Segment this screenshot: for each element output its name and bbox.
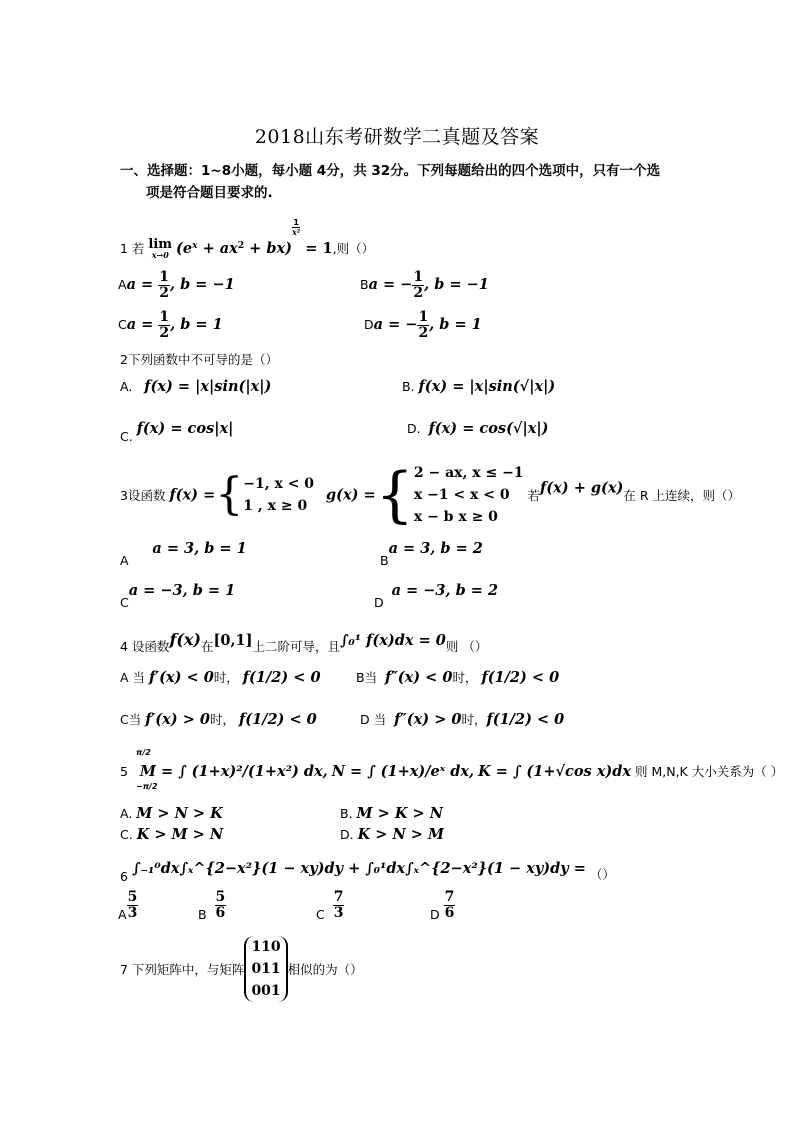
- q1-outer-exponent: $\frac{1}{\text{x²}}$: [291, 218, 301, 237]
- q5-option-d: D. K > N > M: [340, 826, 444, 843]
- q2-option-d: D. f(x) = cos(√|x|): [407, 420, 549, 437]
- q1-option-d: Da = − $\frac{1}{2}$ , b = 1: [364, 309, 482, 341]
- question-7-stem: 7 下列矩阵中，与矩阵 110 011 001 相似的为（）: [120, 936, 363, 1002]
- q1-prefix: 1 若: [120, 241, 145, 256]
- question-3-stem: 3设函数 f(x) ={ −1, x < 0 1 , x ≥ 0 g(x) ={ 2 − ax, x ≤ −1 x −1 < x < 0 x − b x ≥ 0 若f(x) + g(x)在 R 上连续，则（）: [120, 460, 741, 530]
- q1-option-c: Ca = $\frac{1}{2}$ , b = 1: [118, 309, 223, 341]
- q4-option-d: D 当 f″(x) > 0时，f(1/2) < 0: [360, 711, 565, 728]
- q5-option-b: B. M > K > N: [340, 805, 443, 822]
- q2-option-b: B. f(x) = |x|sin(√|x|): [402, 378, 556, 395]
- q6-option-d: D $\frac{7}{6}$: [430, 889, 455, 922]
- q1-limit: lim x→0: [148, 236, 173, 260]
- section-line-2: 项是符合题目要求的.: [146, 185, 273, 201]
- question-4-stem: 4 设函数f(x)在[0,1]上二阶可导，且∫₀¹ f(x)dx = 0则 （）: [120, 630, 488, 654]
- q4-option-b: B当 f″(x) < 0时， f(1/2) < 0: [356, 669, 560, 686]
- q3-g-cases: 2 − ax, x ≤ −1 x −1 < x < 0 x − b x ≥ 0: [413, 465, 524, 525]
- q1-option-a: Aa = $\frac{1}{2}$ , b = −1: [118, 269, 235, 301]
- q4-option-a: A 当 f′(x) < 0时， f(1/2) < 0: [120, 669, 321, 686]
- question-1-stem: 1 若 lim x→0 $(e^x + ax^2 + bx)$ $\frac{1}{\text{x²}}$ = 1,则（）: [120, 218, 375, 260]
- q5-option-c: C. K > M > N: [120, 826, 224, 843]
- q5-integral-upper-limit: π/2: [136, 748, 151, 757]
- q1-option-b: Ba = − $\frac{1}{2}$ , b = −1: [360, 269, 489, 301]
- question-6-stem: 6 ∫₋₁⁰dx∫ₓ^{2−x²}(1 − xy)dy + ∫₀¹dx∫ₓ^{2−x²}(1 − xy)dy = （）: [120, 860, 615, 884]
- q3-option-b: Ba = 3, b = 2: [380, 540, 483, 568]
- q2-option-a: A. f(x) = |x|sin(|x|): [120, 378, 272, 395]
- question-5-stem: 5 M = ∫ (1+x)²/(1+x²) dx, N = ∫ (1+x)/eˣ dx, K = ∫ (1+√cos x)dx 则 M,N,K 大小关系为（ ）: [120, 763, 784, 780]
- q6-option-c: C $\frac{7}{3}$: [316, 889, 344, 922]
- q3-option-d: D a = −3, b = 2: [374, 582, 499, 610]
- q6-option-a: A $\frac{5}{3}$: [118, 889, 138, 922]
- q6-option-b: B $\frac{5}{6}$: [198, 889, 226, 922]
- section-heading: [120, 160, 680, 204]
- q4-option-c: C当 f′(x) > 0时， f(1/2) < 0: [120, 711, 317, 728]
- question-2-stem: 2下列函数中不可导的是（）: [120, 352, 278, 367]
- q3-option-a: A a = 3, b = 1: [120, 540, 247, 568]
- section-line-1: 一、选择题：1~8小题，每小题 4分，共 32分。下列每题给出的四个选项中，只有一个选: [120, 163, 661, 179]
- q3-f-cases: −1, x < 0 1 , x ≥ 0: [243, 476, 315, 514]
- q2-option-c: C. f(x) = cos|x|: [120, 420, 234, 444]
- page-title: 2018山东考研数学二真题及答案: [254, 126, 540, 148]
- q3-option-c: Ca = −3, b = 1: [120, 582, 236, 610]
- q5-integral-lower-limit: −π/2: [136, 782, 158, 791]
- q5-option-a: A. M > N > K: [120, 805, 223, 822]
- q7-matrix: 110 011 001: [244, 936, 287, 1002]
